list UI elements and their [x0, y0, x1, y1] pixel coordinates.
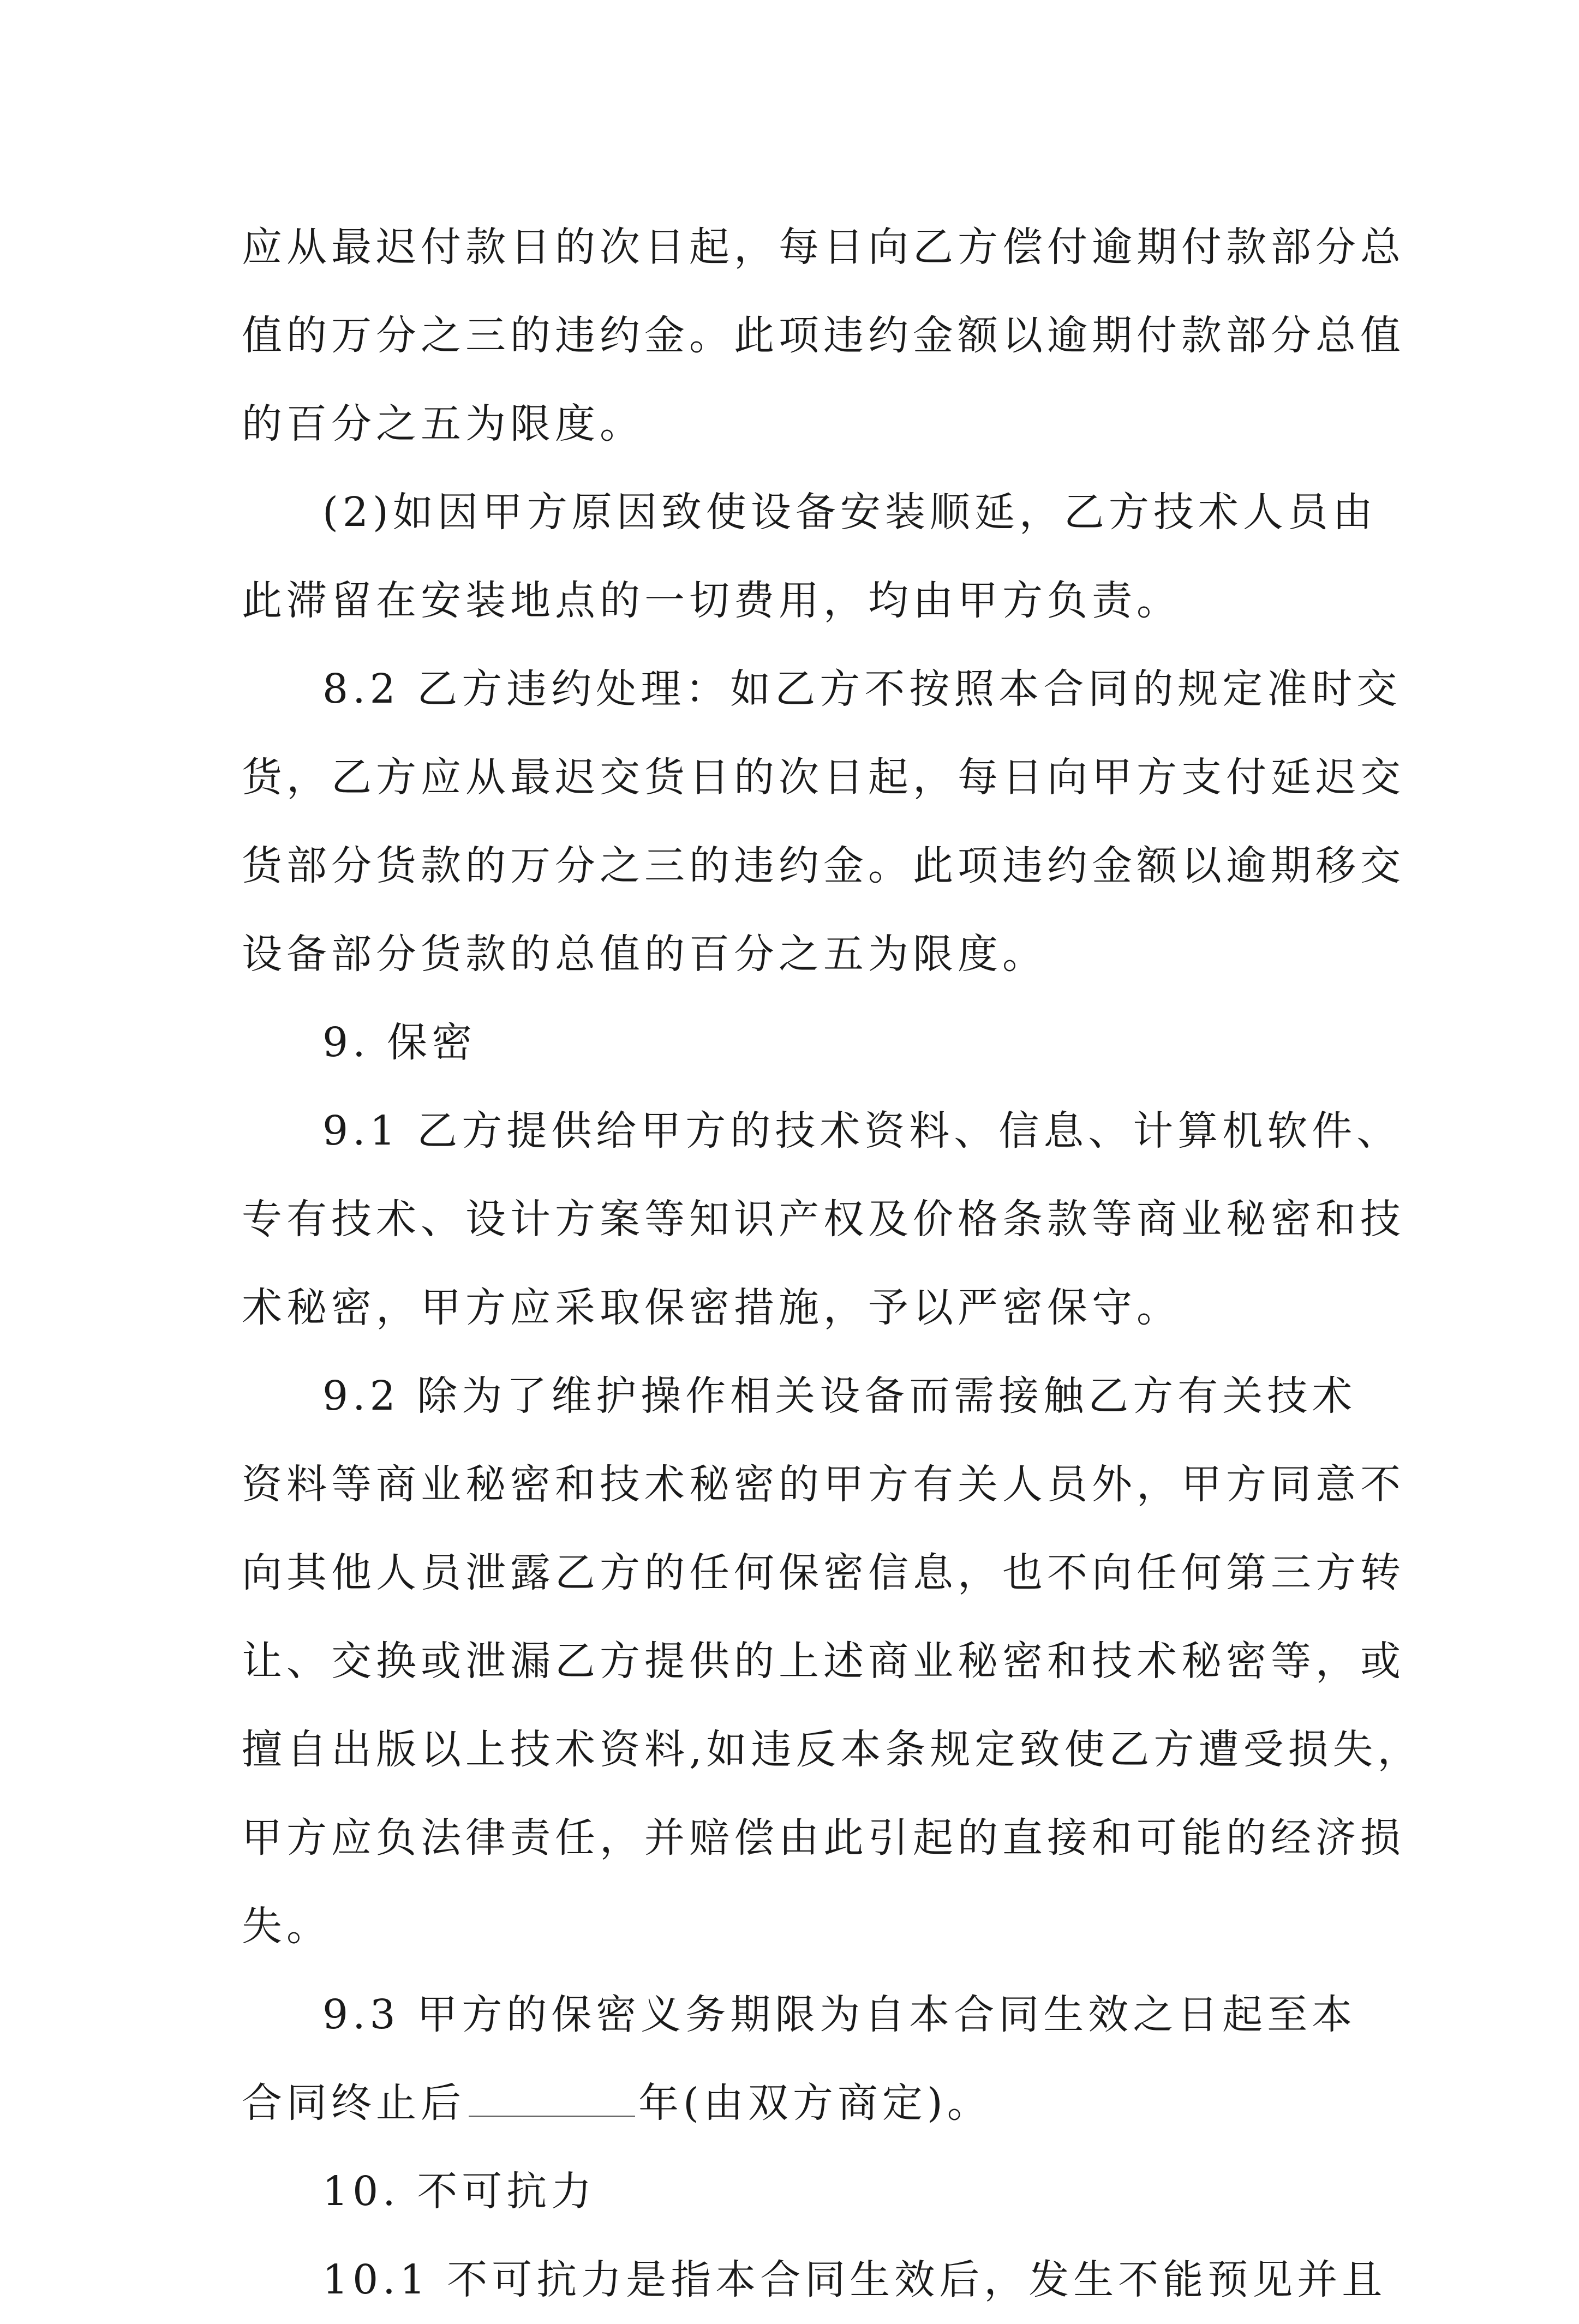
text-line: 8.2 乙方违约处理：如乙方不按照本合同的规定准时交	[322, 666, 1402, 712]
text-before-blank: 合同终止后	[242, 2080, 465, 2127]
text-line: 9.1 乙方提供给甲方的技术资料、信息、计算机软件、	[322, 1107, 1402, 1154]
text-line: 应从最迟付款日的次日起，每日向乙方偿付逾期付款部分总	[242, 224, 1405, 271]
text-line: 擅自出版以上技术资料,如违反本条规定致使乙方遭受损失，	[242, 1726, 1422, 1773]
text-line: 9.2 除为了维护操作相关设备而需接触乙方有关技术	[322, 1373, 1357, 1419]
text-line: (2)如因甲方原因致使设备安装顺延，乙方技术人员由	[322, 489, 1377, 536]
text-line: 9.3 甲方的保密义务期限为自本合同生效之日起至本	[322, 1991, 1357, 2038]
text-line: 10.1 不可抗力是指本合同生效后，发生不能预见并且	[322, 2256, 1387, 2303]
text-line: 让、交换或泄漏乙方提供的上述商业秘密和技术秘密等，或	[242, 1638, 1405, 1685]
text-line-with-blank	[242, 2059, 1344, 2147]
text-line: 货，乙方应从最迟交货日的次日起，每日向甲方支付延迟交	[242, 754, 1405, 801]
document-body	[242, 203, 1422, 2324]
section-heading: 9. 保密	[322, 1019, 477, 1066]
text-line: 此滞留在安装地点的一切费用，均由甲方负责。	[242, 577, 1181, 624]
text-line: 专有技术、设计方案等知识产权及价格条款等商业秘密和技	[242, 1196, 1405, 1243]
text-line: 甲方应负法律责任，并赔偿由此引起的直接和可能的经济损	[242, 1814, 1405, 1861]
text-line: 设备部分货款的总值的百分之五为限度。	[242, 931, 1047, 978]
text-line: 失。	[242, 1903, 331, 1950]
section-heading: 10. 不可抗力	[322, 2168, 596, 2215]
text-line: 术秘密，甲方应采取保密措施，予以严密保守。	[242, 1284, 1181, 1331]
text-line: 值的万分之三的违约金。此项违约金额以逾期付款部分总值	[242, 312, 1405, 359]
text-after-blank: 年(由双方商定)。	[638, 2080, 992, 2127]
fill-in-blank	[469, 2080, 635, 2117]
text-line: 向其他人员泄露乙方的任何保密信息，也不向任何第三方转	[242, 1549, 1405, 1596]
text-line: 的百分之五为限度。	[242, 400, 644, 447]
text-line: 资料等商业秘密和技术秘密的甲方有关人员外，甲方同意不	[242, 1461, 1405, 1508]
text-line: 货部分货款的万分之三的违约金。此项违约金额以逾期移交	[242, 842, 1405, 889]
